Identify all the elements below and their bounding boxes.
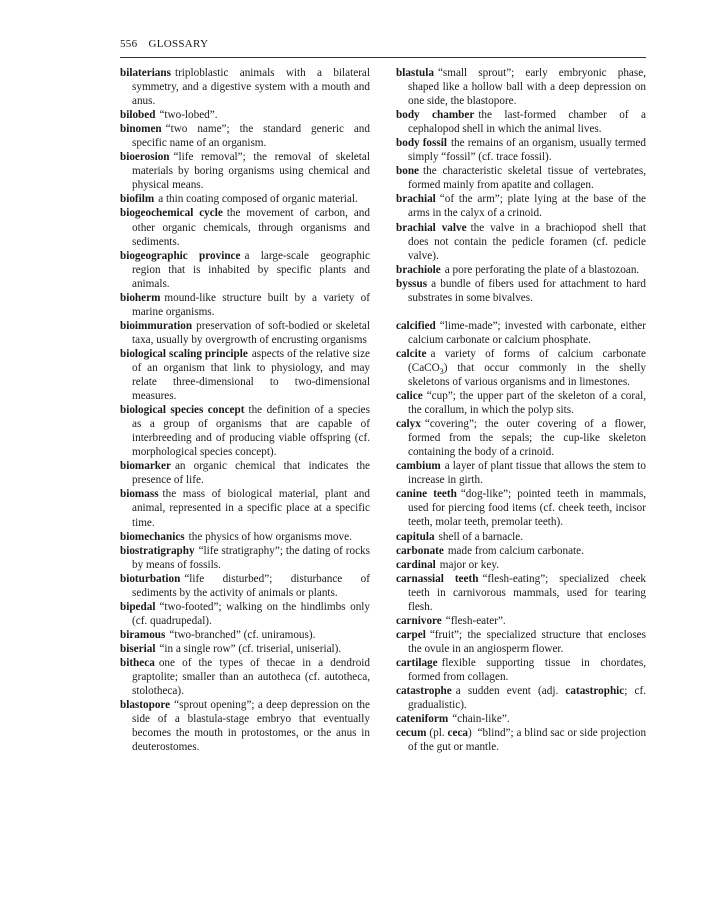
entry-term: bilaterians	[120, 67, 171, 79]
entry-term: cecum	[396, 727, 427, 740]
entry-definition: “flesh-eating”; specialized cheek teeth in carnivorous mammals, used for tearing flesh.	[408, 572, 646, 613]
entry-term: bioherm	[120, 291, 161, 304]
entry-definition: “small sprout”; early embryonic phase, shaped like a hollow ball with a deep depression on one side, the blastopore.	[408, 67, 646, 108]
entry-term: byssus	[396, 277, 428, 290]
glossary-entry	[396, 319, 646, 347]
entry-definition: the last-formed chamber of a cephalopod shell in which the animal lives.	[408, 109, 646, 136]
entry-definition: triploblastic animals with a bilateral symmetry, and a digestive system with a mouth and anus.	[132, 67, 370, 108]
entry-definition: the physics of how organisms move.	[188, 530, 352, 543]
entry-definition: “life disturbed”; disturbance of sediments by the activity of animals or plants.	[132, 572, 370, 599]
glossary-entry	[396, 136, 646, 164]
entry-definition: “dog-like”; pointed teeth in mammals, used for piercing food items (cf. cheek teeth, incisor teeth, molar teeth, premolar teeth).	[408, 488, 646, 529]
entry-term: biogeographic province	[120, 249, 241, 262]
entry-definition: the characteristic skeletal tissue of vertebrates, formed mainly from apatite and collagen.	[408, 165, 646, 192]
entry-definition: made from calcium carbonate.	[447, 544, 584, 557]
letter-section-gap	[396, 305, 646, 319]
plural-suffix: )	[468, 727, 472, 740]
glossary-entry	[396, 417, 646, 459]
glossary-entry	[396, 726, 646, 754]
glossary-entry	[396, 544, 646, 558]
glossary-entry	[396, 192, 646, 220]
entry-definition: a bundle of fibers used for attachment to hard substrates in some bivalves.	[408, 277, 646, 304]
glossary-entry	[396, 66, 646, 108]
glossary-entry	[120, 656, 370, 698]
entry-term: carnassial teeth	[396, 572, 479, 585]
entry-definition: a thin coating composed of organic material.	[158, 193, 358, 206]
plural-prefix: (pl.	[429, 727, 445, 740]
entry-term: bone	[396, 165, 420, 178]
glossary-entry	[396, 389, 646, 417]
entry-term: capitula	[396, 530, 435, 543]
entry-term: biostratigraphy	[120, 544, 195, 557]
entry-term: blastula	[396, 67, 434, 79]
running-header	[120, 38, 646, 58]
entry-definition: “life removal”; the removal of skeletal materials by boring organisms using chemical and physical means.	[132, 151, 370, 192]
glossary-entry	[396, 712, 646, 726]
glossary-entry	[396, 459, 646, 487]
entry-definition: major or key.	[439, 558, 500, 571]
glossary-entry	[396, 572, 646, 614]
entry-term: brachial	[396, 193, 436, 206]
glossary-entry	[120, 459, 370, 487]
entry-definition: “lime-made”; invested with carbonate, either calcium carbonate or calcium phosphate.	[408, 319, 646, 346]
entry-term: calice	[396, 390, 423, 403]
entry-definition: “life stratigraphy”; the dating of rocks by means of fossils.	[132, 544, 370, 571]
glossary-entry	[396, 263, 646, 277]
entry-definition: “in a single row” (cf. triserial, uniserial).	[159, 642, 342, 655]
glossary-entry	[120, 628, 370, 642]
entry-term: bioerosion	[120, 151, 170, 164]
inline-bold-term: catastrophic	[565, 685, 625, 698]
entry-term: catastrophe	[396, 685, 452, 698]
entry-definition: a sudden event (adj.	[455, 685, 559, 698]
glossary-entry	[396, 614, 646, 628]
entry-definition: “fruit”; the specialized structure that encloses the ovule in an angiosperm flower.	[408, 628, 646, 655]
entry-term: biomarker	[120, 460, 171, 473]
glossary-entry	[120, 698, 370, 754]
entry-term: bilobed	[120, 109, 156, 122]
entry-definition: flexible supporting tissue in chordates, formed from collagen.	[408, 656, 646, 683]
entry-term: cambium	[396, 460, 441, 473]
glossary-entry	[396, 530, 646, 544]
right-column	[396, 66, 646, 754]
glossary-entry	[120, 206, 370, 248]
glossary-entry	[396, 164, 646, 192]
entry-definition: the mass of biological material, plant and animal, represented in a specific place at a specific time.	[132, 488, 370, 529]
entry-term: bitheca	[120, 656, 155, 669]
entry-term: canine teeth	[396, 488, 457, 501]
glossary-entry	[120, 487, 370, 529]
entry-definition: mound-like structure built by a variety of marine organisms.	[132, 291, 370, 318]
entry-term: brachial valve	[396, 221, 467, 234]
entry-definition: the definition of a species as a group of organisms that are capable of interbreeding and of producing viable offspring (cf. morphological species concept).	[132, 404, 371, 459]
entry-term: blastopore	[120, 699, 171, 712]
entry-definition: the valve in a brachiopod shell that does not contain the pedicle foramen (cf. pedicle valve).	[408, 221, 646, 262]
entry-term: binomen	[120, 123, 162, 136]
entry-definition: the movement of carbon, and other organic chemicals, through organisms and sediments.	[132, 207, 370, 248]
glossary-entry	[120, 600, 370, 628]
entry-definition: aspects of the relative size of an organism that link to physiology, and may relate three-dimensional to two-dimensional measures.	[132, 347, 370, 403]
glossary-entry	[120, 122, 370, 150]
entry-term: calyx	[396, 418, 421, 431]
glossary-entry	[120, 319, 370, 347]
formula-subscript: 3	[439, 367, 444, 377]
entry-term: biological species concept	[120, 404, 245, 417]
plural-term: ceca	[447, 727, 469, 740]
glossary-entry	[120, 530, 370, 544]
entry-definition: a pore perforating the plate of a blastozoan.	[444, 263, 640, 276]
entry-definition: “flesh-eater”.	[445, 614, 506, 627]
page-number: 556	[120, 38, 138, 50]
glossary-entry	[120, 66, 370, 108]
entry-term: biofilm	[120, 193, 155, 206]
entry-definition-cont: ; cf. gradualistic).	[408, 685, 647, 712]
entry-definition: “covering”; the outer covering of a flower, formed from the sepals; the cup-like skeleton containing the body of a crinoid.	[408, 418, 646, 459]
entry-definition: the remains of an organism, usually termed simply “fossil” (cf. trace fossil).	[408, 137, 646, 164]
entry-term: biramous	[120, 628, 166, 641]
glossary-entry	[120, 572, 370, 600]
glossary-entry	[396, 656, 646, 684]
entry-term: cartilage	[396, 656, 438, 669]
entry-definition: “two-branched” (cf. uniramous).	[169, 628, 316, 641]
entry-definition: “two name”; the standard generic and specific name of an organism.	[132, 123, 370, 150]
entry-term: carnivore	[396, 614, 442, 627]
glossary-entry	[396, 558, 646, 572]
entry-term: biogeochemical cycle	[120, 207, 223, 220]
left-column	[120, 66, 370, 754]
glossary-entry	[396, 628, 646, 656]
entry-definition: an organic chemical that indicates the presence of life.	[132, 460, 370, 487]
entry-term: carpel	[396, 628, 426, 641]
glossary-entry	[120, 544, 370, 572]
glossary-entry	[120, 403, 370, 459]
entry-term: bioimmuration	[120, 319, 193, 332]
entry-definition: “of the arm”; plate lying at the base of the arms in the calyx of a crinoid.	[408, 193, 646, 220]
glossary-entry	[120, 347, 370, 403]
entry-term: calcite	[396, 347, 427, 360]
glossary-entry	[396, 487, 646, 529]
entry-term: carbonate	[396, 544, 444, 557]
entry-term: calcified	[396, 319, 436, 332]
entry-term: bioturbation	[120, 572, 181, 585]
entry-term: brachiole	[396, 263, 441, 276]
entry-term: biomass	[120, 488, 159, 501]
glossary-entry	[120, 108, 370, 122]
entry-definition: “blind”; a blind sac or side projection of the gut or mantle.	[408, 727, 647, 754]
entry-term: body fossil	[396, 137, 447, 150]
entry-definition: “cup”; the upper part of the skeleton of a coral, the corallum, in which the polyp sits.	[408, 390, 646, 417]
entry-definition-cont: ) that occur commonly in the shelly skeletons of various organisms and in limestones.	[408, 361, 646, 388]
header-rule	[120, 57, 646, 58]
glossary-entry	[396, 684, 646, 712]
entry-definition: “chain-like”.	[452, 713, 510, 726]
entry-term: bipedal	[120, 600, 156, 613]
glossary-entry	[120, 150, 370, 192]
glossary-entry	[396, 347, 646, 389]
glossary-entry	[120, 291, 370, 319]
glossary-entry	[396, 108, 646, 136]
entry-definition: a variety of forms of calcium carbonate (CaCO	[408, 347, 646, 374]
glossary-entry	[396, 277, 646, 305]
glossary-entry	[120, 642, 370, 656]
glossary-entry	[120, 192, 370, 206]
glossary-entry	[120, 249, 370, 291]
entry-definition: “two-footed”; walking on the hindlimbs only (cf. quadrupedal).	[132, 600, 370, 627]
entry-term: cateniform	[396, 713, 449, 726]
entry-term: cardinal	[396, 558, 436, 571]
entry-definition: preservation of soft-bodied or skeletal taxa, usually by overgrowth of encrusting organisms	[132, 319, 370, 346]
entry-definition: “sprout opening”; a deep depression on the side of a blastula-stage embryo that eventually becomes the mouth in protostomes, or the anus in deuterostomes.	[132, 699, 370, 754]
entry-term: biserial	[120, 642, 156, 655]
entry-definition: a layer of plant tissue that allows the stem to increase in girth.	[408, 460, 646, 487]
section-title: GLOSSARY	[148, 38, 209, 50]
entry-definition: one of the types of thecae in a dendroid graptolite; smaller than an autotheca (cf. autotheca, stolotheca).	[132, 656, 370, 698]
entry-term: biomechanics	[120, 530, 185, 543]
entry-definition: shell of a barnacle.	[438, 530, 524, 543]
entry-definition: “two-lobed”.	[159, 109, 218, 122]
entry-definition: a large-scale geographic region that is inhabited by specific plants and animals.	[132, 249, 370, 290]
glossary-entry	[396, 221, 646, 263]
entry-term: body chamber	[396, 109, 475, 122]
entry-term: biological scaling principle	[120, 347, 248, 360]
